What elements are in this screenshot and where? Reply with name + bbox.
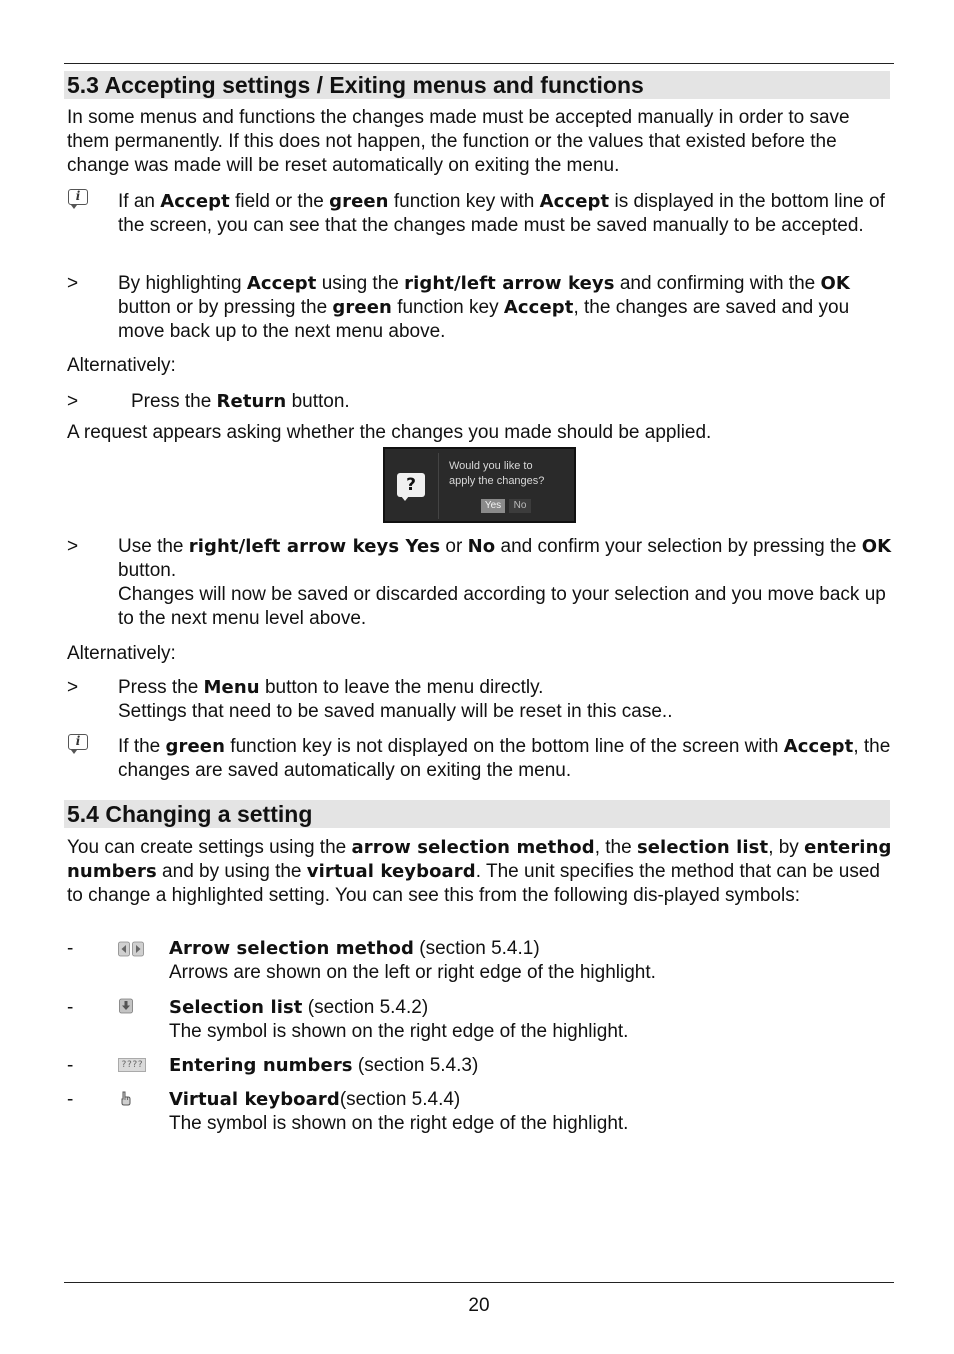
page-number: 20 [468,1295,490,1316]
step-press-menu-detail: Settings that need to be saved manually will be reset in this case.. [118,701,673,722]
section-5-4-intro: You can create settings using the arrow selection method, the selection list, by entering numbers and by using the virtual keyboard. The unit specifies the method that can be used to change a highlighted setting. You can see this from the following dis-played symbols: [67,837,892,906]
step-marker: > [67,273,79,294]
step-press-return: Press the Return button. [131,391,350,412]
step-marker: > [67,677,79,698]
step-use-arrow-keys: Use the right/left arrow keys Yes or No and confirm your selection by pressing the OK button. Changes will now be saved or discarded according to your selection and you move back up to the next menu level above. [118,536,892,629]
numbers-icon: ???? [118,1058,146,1072]
dialog-no-button: No [509,499,531,513]
alternatively-label: Alternatively: [67,355,176,376]
note-accept-field: If an Accept field or the green function key with Accept is displayed in the bottom line of the screen, you can see that the changes made must be saved manually to be accepted. [118,191,885,236]
step-marker: > [67,391,79,412]
question-icon: ? [397,473,425,497]
step-use-arrow-keys-detail: Changes will now be saved or discarded according to your selection and you move back up to the next menu level above. [118,584,886,629]
alternatively-label: Alternatively: [67,643,176,664]
footer-rule [64,1282,894,1283]
section-heading-5-3: 5.3 Accepting settings / Exiting menus and functions [64,71,890,99]
apply-changes-dialog-image [383,447,576,523]
list-item-selection-list: Selection list (section 5.4.2) The symbol is shown on the right edge of the highlight. [169,997,629,1042]
list-icon [118,998,134,1014]
note-green-key: If the green function key is not displayed on the bottom line of the screen with Accept, the changes are saved automatically on exiting the menu. [118,736,891,781]
dialog-divider [438,453,439,519]
list-item-virtual-keyboard: Virtual keyboard(section 5.4.4) The symbol is shown on the right edge of the highlight. [169,1089,629,1134]
list-item-entering-numbers: Entering numbers (section 5.4.3) [169,1055,479,1076]
arrows-icon [118,941,144,957]
step-press-menu: Press the Menu button to leave the menu directly. Settings that need to be saved manually will be reset in this case.. [118,676,893,724]
list-marker: - [67,938,74,959]
step-highlight-accept: By highlighting Accept using the right/left arrow keys and confirming with the OK button or by pressing the green function key Accept, the changes are saved and you move back up to the next menu above. [118,273,850,342]
keyboard-icon [118,1090,134,1106]
dialog-yes-button: Yes [481,499,505,513]
list-marker: - [67,1089,74,1110]
list-marker: - [67,1055,74,1076]
step-marker: > [67,536,79,557]
list-item-arrow-selection: Arrow selection method (section 5.4.1) Arrows are shown on the left or right edge of the highlight. [169,938,656,983]
top-rule [64,63,894,64]
question-icon-tail [401,496,409,501]
info-icon: i [68,189,88,205]
request-text: A request appears asking whether the changes you made should be applied. [67,422,712,443]
section-heading-5-4: 5.4 Changing a setting [64,800,890,828]
list-marker: - [67,997,74,1018]
section-5-3-intro: In some menus and functions the changes made must be accepted manually in order to save them permanently. If this does not happen, the function or the values that existed before the change was made will be reset automatically on exiting the menu. [67,107,850,176]
info-icon: i [68,734,88,750]
dialog-message: Would you like to apply the changes? [449,460,545,487]
